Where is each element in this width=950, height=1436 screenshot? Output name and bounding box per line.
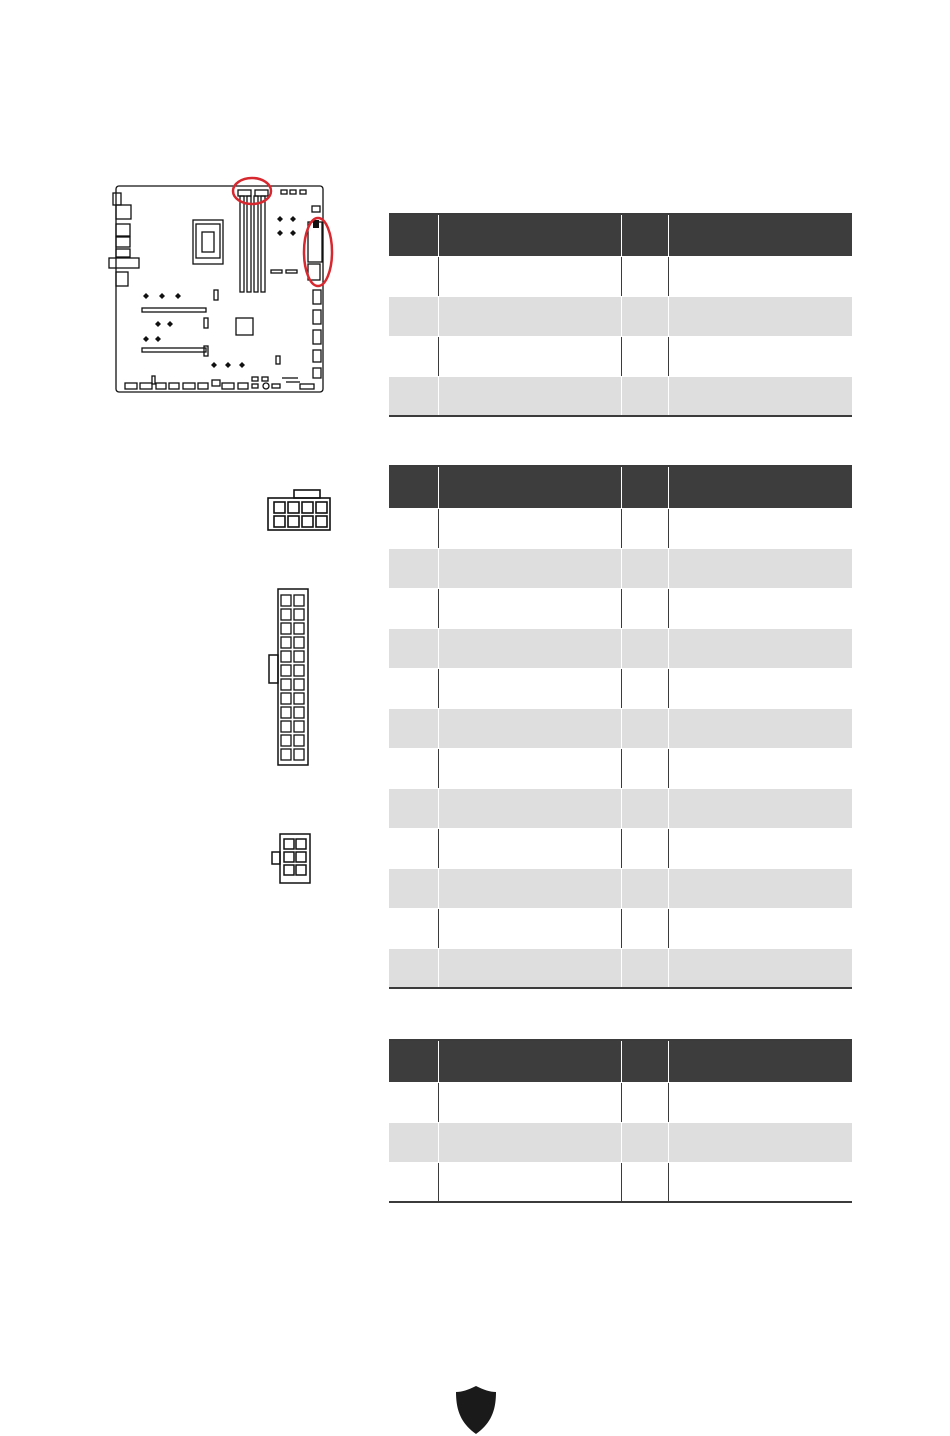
table-cell — [668, 668, 852, 708]
table-cell — [668, 1122, 852, 1162]
connector-pin — [281, 721, 291, 732]
24-pin-atx-power-connector — [266, 586, 312, 768]
table-row — [389, 868, 852, 908]
table-cell — [621, 708, 668, 748]
table-cell — [438, 256, 621, 296]
connector-pin — [294, 735, 304, 746]
table-cell — [438, 908, 621, 948]
table-cell — [389, 868, 438, 908]
table-cell — [438, 336, 621, 376]
table-cell — [668, 588, 852, 628]
table-header-cell — [668, 1040, 852, 1082]
table-header-cell — [438, 1040, 621, 1082]
connector-pin — [281, 595, 291, 606]
table-header-cell — [621, 466, 668, 508]
table-cell — [389, 668, 438, 708]
table-cell — [438, 748, 621, 788]
table-row — [389, 256, 852, 296]
connector-pin — [294, 609, 304, 620]
table-cell — [621, 908, 668, 948]
table-cell — [389, 508, 438, 548]
table-row — [389, 296, 852, 336]
table-cell — [438, 588, 621, 628]
table-cell — [389, 548, 438, 588]
table-cell — [621, 508, 668, 548]
table-cell — [668, 336, 852, 376]
table-cell — [438, 788, 621, 828]
connector-pin — [294, 693, 304, 704]
table-cell — [621, 588, 668, 628]
table-cell — [438, 628, 621, 668]
table-cell — [438, 548, 621, 588]
table-header-cell — [438, 466, 621, 508]
table-cell — [438, 296, 621, 336]
connector-pin — [281, 679, 291, 690]
table-cell — [389, 256, 438, 296]
table-cell — [621, 748, 668, 788]
connector-pin — [294, 651, 304, 662]
table-row — [389, 1162, 852, 1202]
table-cell — [668, 788, 852, 828]
table-cell — [438, 668, 621, 708]
table-cell — [389, 1122, 438, 1162]
table-row — [389, 788, 852, 828]
table-cell — [668, 908, 852, 948]
table-row — [389, 908, 852, 948]
connector-pin — [281, 665, 291, 676]
table-cell — [668, 1162, 852, 1202]
table-cell — [668, 868, 852, 908]
table-cell — [438, 376, 621, 416]
table-cell — [621, 1082, 668, 1122]
table-cell — [389, 1082, 438, 1122]
table-cell — [621, 256, 668, 296]
table-cell — [389, 788, 438, 828]
table-header-cell — [389, 1040, 438, 1082]
table-cell — [389, 948, 438, 988]
table-row — [389, 828, 852, 868]
table-header-cell — [438, 214, 621, 256]
table-row — [389, 508, 852, 548]
table-row — [389, 588, 852, 628]
connector-pin — [294, 707, 304, 718]
connector-pin — [281, 693, 291, 704]
table-cell — [668, 548, 852, 588]
table-cell — [621, 628, 668, 668]
table-row — [389, 1082, 852, 1122]
table-row — [389, 628, 852, 668]
table-cell — [668, 296, 852, 336]
table-cell — [438, 868, 621, 908]
table-cell — [668, 948, 852, 988]
table-cell — [621, 668, 668, 708]
table-row — [389, 376, 852, 416]
table-row — [389, 1122, 852, 1162]
table-row — [389, 336, 852, 376]
table-cell — [668, 748, 852, 788]
connector-pin — [281, 707, 291, 718]
table-cell — [389, 336, 438, 376]
table-row — [389, 948, 852, 988]
table-cell — [389, 708, 438, 748]
table-cell — [438, 1122, 621, 1162]
table-cell — [389, 1162, 438, 1202]
table-header-row — [389, 214, 852, 256]
table-cell — [389, 296, 438, 336]
connector-pin — [294, 721, 304, 732]
table-header-cell — [389, 214, 438, 256]
table-cell — [668, 828, 852, 868]
table-cell — [389, 588, 438, 628]
connector-pin — [294, 665, 304, 676]
table-row — [389, 708, 852, 748]
table-cell — [621, 828, 668, 868]
table-cell — [389, 828, 438, 868]
connector-pin — [281, 735, 291, 746]
connector-pin — [281, 749, 291, 760]
table-cell — [389, 628, 438, 668]
table-cell — [668, 256, 852, 296]
table-cell — [389, 376, 438, 416]
table-cell — [389, 908, 438, 948]
table-header-cell — [668, 466, 852, 508]
table-cell — [438, 1162, 621, 1202]
table-header-cell — [621, 1040, 668, 1082]
table-row — [389, 748, 852, 788]
8-pin-cpu-power-connector — [266, 489, 334, 533]
pin-definition-table-2 — [389, 465, 852, 989]
table-cell — [621, 788, 668, 828]
table-cell — [621, 376, 668, 416]
table-cell — [389, 748, 438, 788]
table-cell — [668, 376, 852, 416]
table-cell — [621, 1162, 668, 1202]
table-cell — [668, 508, 852, 548]
table-cell — [438, 948, 621, 988]
table-header-cell — [389, 466, 438, 508]
table-cell — [621, 548, 668, 588]
table-cell — [438, 828, 621, 868]
table-header-row — [389, 1040, 852, 1082]
connector-pin — [294, 595, 304, 606]
connector-pin — [281, 637, 291, 648]
table-header-cell — [668, 214, 852, 256]
pin-definition-table-1 — [389, 213, 852, 417]
table-header-row — [389, 466, 852, 508]
table-cell — [621, 948, 668, 988]
connector-pin — [281, 609, 291, 620]
table-row — [389, 668, 852, 708]
table-cell — [438, 708, 621, 748]
table-cell — [621, 868, 668, 908]
connector-pin — [294, 679, 304, 690]
6-pin-connector — [268, 831, 314, 885]
connector-pin — [281, 651, 291, 662]
table-cell — [668, 1082, 852, 1122]
table-cell — [438, 508, 621, 548]
table-header-cell — [621, 214, 668, 256]
motherboard-diagram — [104, 172, 340, 398]
connector-pin — [281, 623, 291, 634]
table-row — [389, 548, 852, 588]
connector-pin — [294, 749, 304, 760]
connector-pin — [294, 637, 304, 648]
table-cell — [621, 336, 668, 376]
connector-pin — [294, 623, 304, 634]
table-cell — [668, 708, 852, 748]
table-cell — [438, 1082, 621, 1122]
shield-logo-icon — [454, 1384, 498, 1436]
table-cell — [668, 628, 852, 668]
table-cell — [621, 296, 668, 336]
table-cell — [621, 1122, 668, 1162]
pin-definition-table-3 — [389, 1039, 852, 1203]
